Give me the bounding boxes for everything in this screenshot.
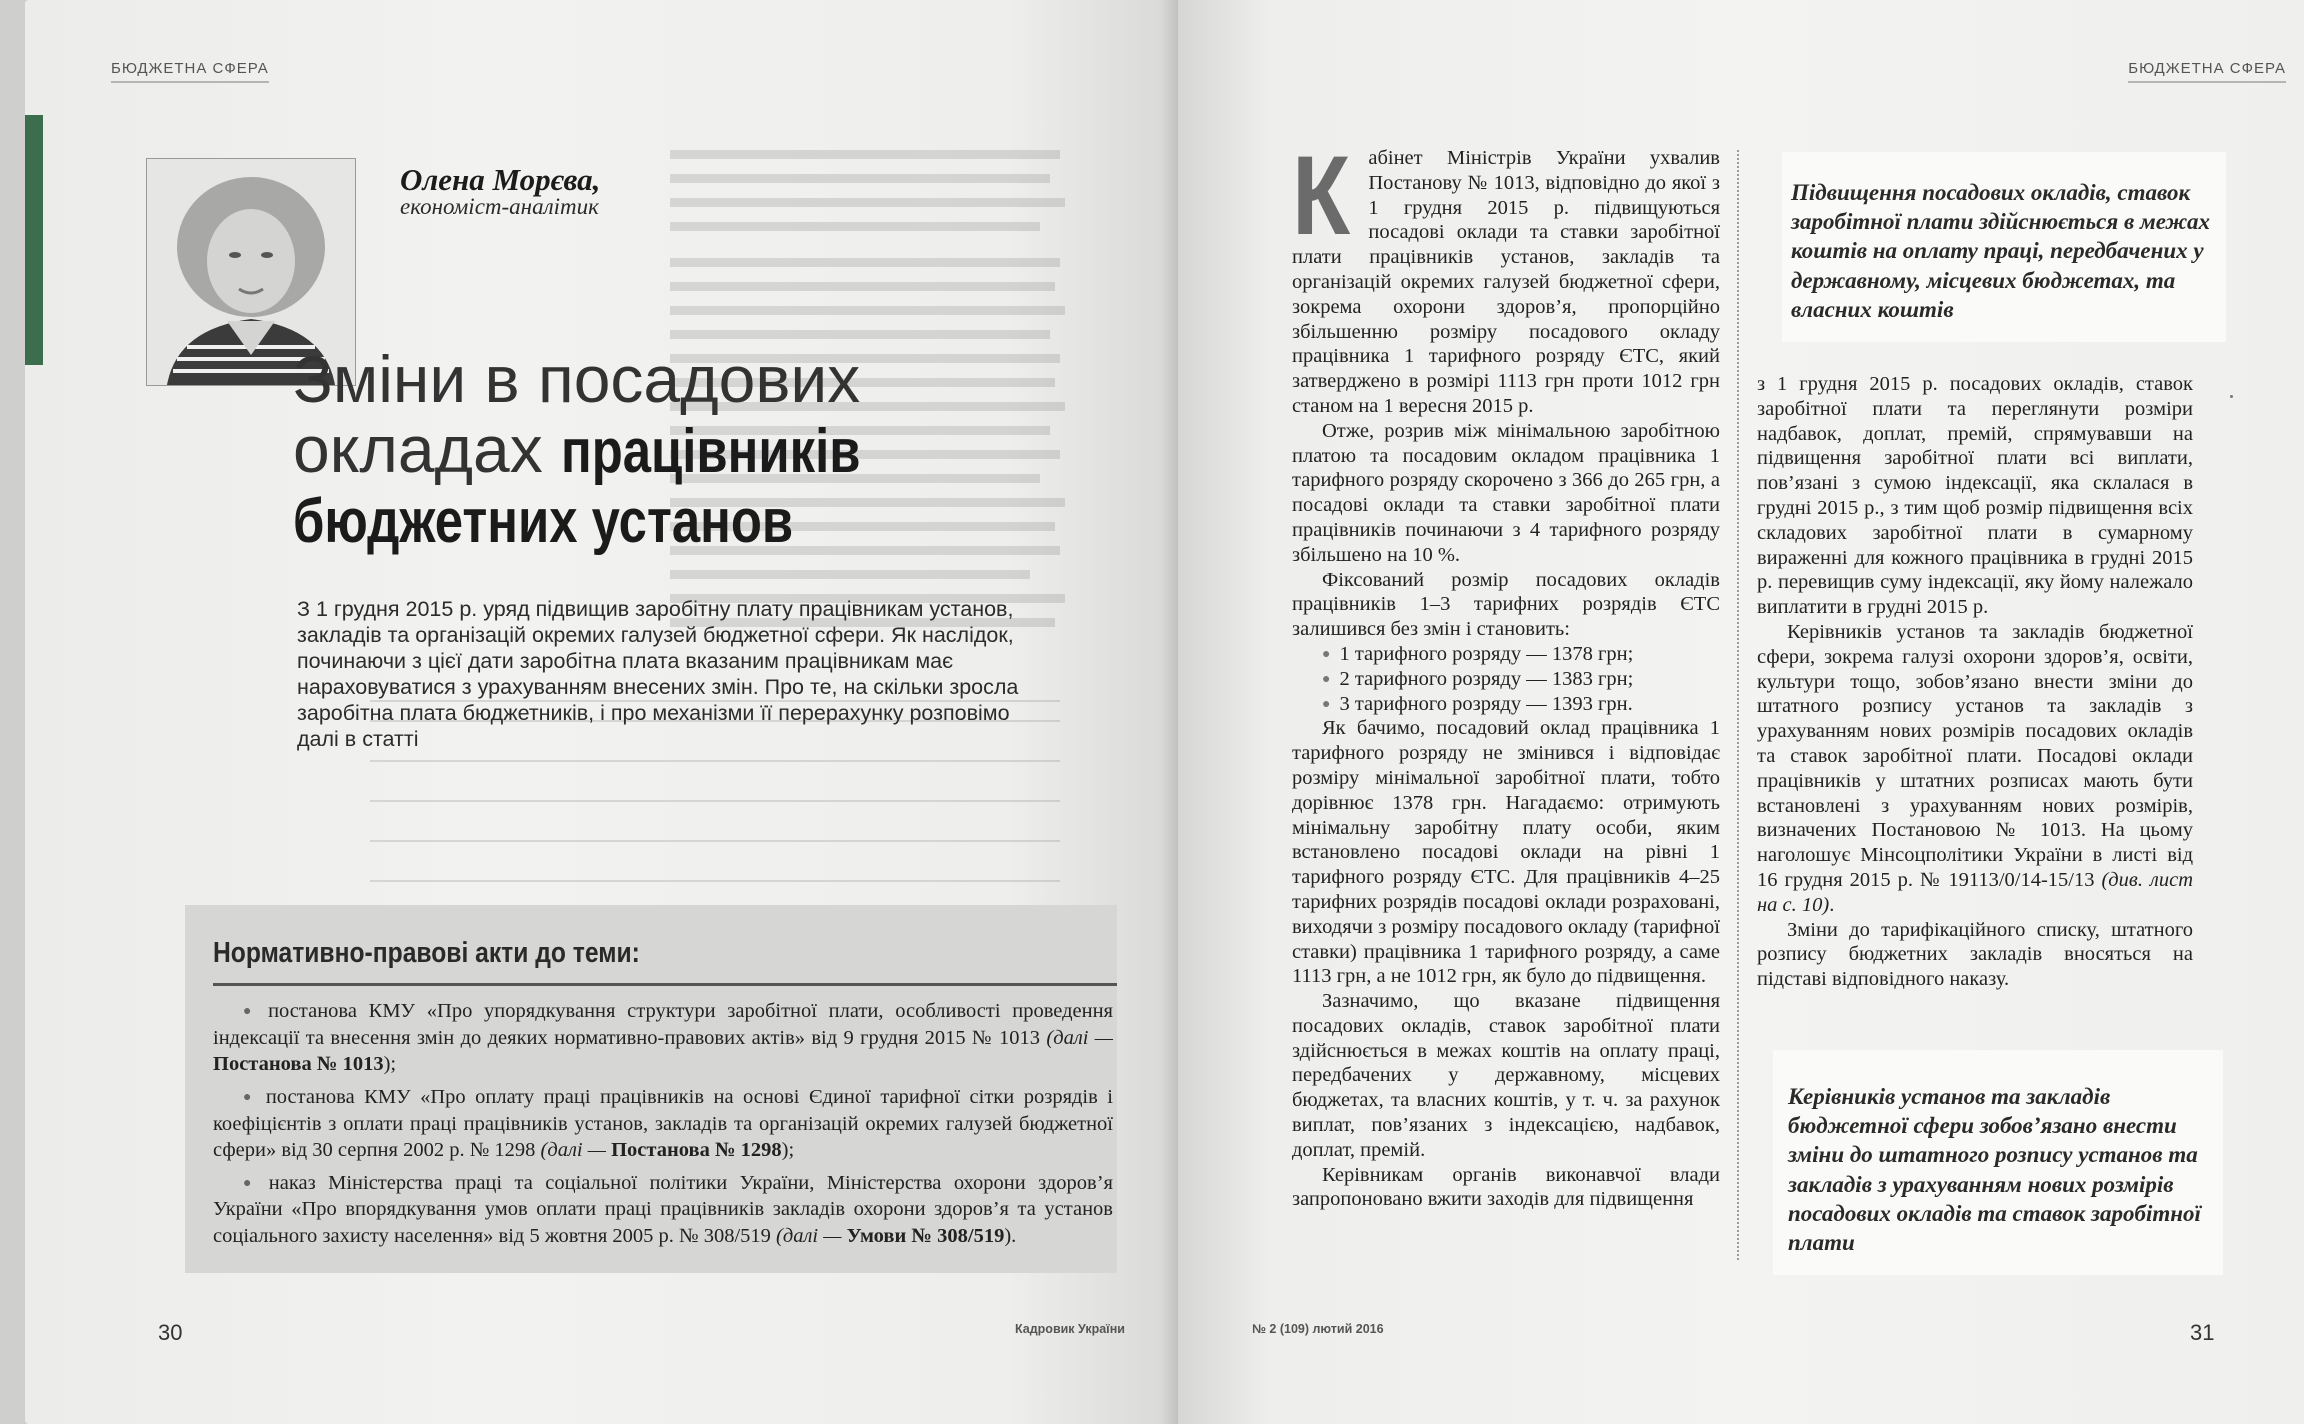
legal-act-item: ● постанова КМУ «Про упорядкування структури заробітної плати, особливості проведення індексації та внесення змін до деяких нормативно-правових актів» від 9 грудня 2015 № 1013 (далі — Постанова № 1013); [213, 1000, 1114, 1076]
legal-acts-box [185, 905, 1117, 1273]
column-divider [1737, 150, 1739, 1260]
paragraph: Керівників установ та закладів бюджетної сфери, зокрема галузі охорони здоров’я, освіти, культури тощо, зобов’язано внести зміни до штатного розпису установ та закладів з урахуванням нових розмірів посадових окладів та ставок заробітної плати. Посадові оклади працівників у штатних розписах мають бути встановлені з урахуванням нових розмірів, визначених Постановою № 1013. На цьому наголошує Мінсоцполітики України в листі від 16 грудня 2015 р. № 19113/0/14-15/13 (див. лист на с. 10). [1757, 620, 2194, 916]
page-number-right: 31 [2190, 1320, 2215, 1345]
scan-speck [2230, 395, 2233, 398]
paragraph: з 1 грудня 2015 р. посадових окладів, ставок заробітної плати та переглянути розміри надбавок, доплат, премій, спрямувавши на підвищення заробітної плати всі виплати, пов’язані з сумою індексації, яка склалася в грудні 2015 р., з тим щоб розмір підвищення всіх складових заробітної плати в сумарному вираженні для кожного працівника в грудні 2015 р. перевищив суму індексації, яку йому належало виплатити в грудні 2015 р. [1757, 373, 2193, 619]
cross-reference: (див. лист на с. 10) [1757, 868, 2194, 916]
bullet-icon: ● [1322, 646, 1331, 662]
legal-act-item: ● постанова КМУ «Про оплату праці працівників на основі Єдиної тарифної сітки розрядів і коефіцієнтів з оплати праці працівників установ, закладів та організацій окремих галузей бюджетної сфери» від 30 серпня 2002 р. № 1298 (далі — Постанова № 1298); [213, 1085, 1113, 1162]
section-label-left: БЮДЖЕТНА СФЕРА [111, 60, 269, 77]
footer-issue: № 2 (109) лютий 2016 [1252, 1322, 1384, 1336]
pull-quote-1: Підвищення посадових окладів, ставок заробітної плати здійснюється в межах коштів на оплату праці, передбачених у державному, місцевих бюджетах, та власних коштів [1791, 180, 2210, 322]
author-name: Олена Морєва, [400, 162, 601, 197]
paragraph: Як бачимо, посадовий оклад працівника 1 тарифного розряду не змінився і відповідає розміру мінімальної заробітної плати, тобто дорівнює 1378 грн. Нагадаємо: отримують мінімальну заробітну плату особи, яким встановлено посадові оклади на рівні 1 тарифного розряду ЄТС. Для працівників 4–25 тарифних розрядів посадові оклади розраховані, виходячи з розміру посадового окладу (тарифної ставки) працівника 1 тарифного розряду, а саме 1113 грн, а не 1012 грн, як було до підвищення. [1292, 717, 1720, 988]
drop-cap: К [1292, 133, 1351, 258]
list-item: ● 1 тарифного розряду — 1378 грн; [1322, 642, 1634, 665]
paragraph: Зазначимо, що вказане підвищення посадових окладів, ставок заробітної плати здійснюється в межах коштів на оплату праці, передбачених у державному, місцевих бюджетах, та власних коштів, у т. ч. за рахунок виплат, пов’язаних з індексацією, надбавок, доплат, премій. [1292, 990, 1720, 1161]
bullet-icon: ● [243, 1089, 256, 1105]
pull-quote-2: Керівників установ та закладів бюджетної сфери зобов’язано внести зміни до штатного розпису установ та закладів з урахуванням нових розмірів посадових окладів та ставок заробітної плати [1788, 1084, 2201, 1256]
fixed-salary-list [1292, 642, 1720, 716]
title-line-2 [293, 412, 926, 486]
bullet-icon: ● [1322, 696, 1331, 712]
list-item: ● 2 тарифного розряду — 1383 грн; [1322, 667, 1634, 690]
paragraph: Керівникам органів виконавчої влади запропоновано вжити заходів для підвищення [1292, 1163, 1720, 1211]
page-number-left: 30 [158, 1320, 183, 1345]
article-title [293, 342, 926, 556]
article-column-2 [1757, 372, 2193, 992]
section-label-right: БЮДЖЕТНА СФЕРА [2128, 60, 2286, 77]
bullet-icon: ● [1322, 671, 1331, 687]
bullet-icon: ● [243, 1004, 259, 1019]
title-line-1: Зміни в посадових [293, 342, 861, 416]
bullet-icon: ● [243, 1175, 259, 1191]
article-column-1 [1292, 133, 1720, 1212]
author-role: економіст-аналітик [400, 194, 599, 219]
paragraph: Отже, розрив між мінімальною заробітною платою та посадовим окладом працівника 1 тарифного розряду скорочено з 366 до 265 грн, а посадові оклади та ставки заробітної плати працівників починаючи з 4 тарифного розряду збільшено на 10 %. [1292, 419, 1720, 566]
legal-acts-list [213, 998, 1113, 1256]
paragraph: Фіксований розмір посадових окладів працівників 1–3 тарифних розрядів ЄТС залишився без змін і становить: [1292, 568, 1720, 641]
legal-act-item: ● наказ Міністерства праці та соціальної політики України, Міністерства охорони здоров’я України «Про впорядкування умов оплати праці працівників закладів охорони здоров’я та установ соціального захисту населення» від 5 жовтня 2005 р. № 308/519 (далі — Умови № 308/519). [213, 1171, 1113, 1248]
title-line-3: бюджетних установ [293, 487, 794, 556]
legal-acts-rule [213, 983, 1117, 986]
paragraph: Зміни до тарифікаційного списку, штатного розпису бюджетних закладів вносяться на підставі відповідного наказу. [1757, 918, 2193, 991]
title-line-2-light: окладах [293, 412, 562, 486]
legal-acts-heading: Нормативно-правові акти до теми: [213, 937, 640, 969]
paragraph: Кабінет Міністрів України ухвалив Постанову № 1013, відповідно до якої з 1 грудня 2015 р. підвищуються посадові оклади та ставки заробітної плати працівників установ, закладів та організацій окремих галузей бюджетної сфери, зокрема охорони здоров’я, пропорційно збільшенню розміру посадового окладу працівника 1 тарифного розряду ЄТС, який затверджено в розмірі 1113 грн проти 1012 грн станом на 1 вересня 2015 р. [1292, 133, 1720, 417]
title-line-2-bold: працівників [561, 417, 861, 486]
article-lead: З 1 грудня 2015 р. уряд підвищив заробітну плату працівникам установ, закладів та організацій окремих галузей бюджетної сфери. Як наслідок, починаючи з цієї дати заробітна плата вказаним працівникам має нараховуватися з урахуванням внесених змін. Про те, на скільки зросла заробітна плата бюджетників, і про механізми її перерахунку розповімо далі в статті [297, 597, 1019, 751]
section-color-tab [25, 115, 43, 365]
list-item: ● 3 тарифного розряду — 1393 грн. [1322, 692, 1633, 715]
left-page [25, 0, 1180, 1424]
footer-magazine-name: Кадровик України [1015, 1322, 1125, 1336]
